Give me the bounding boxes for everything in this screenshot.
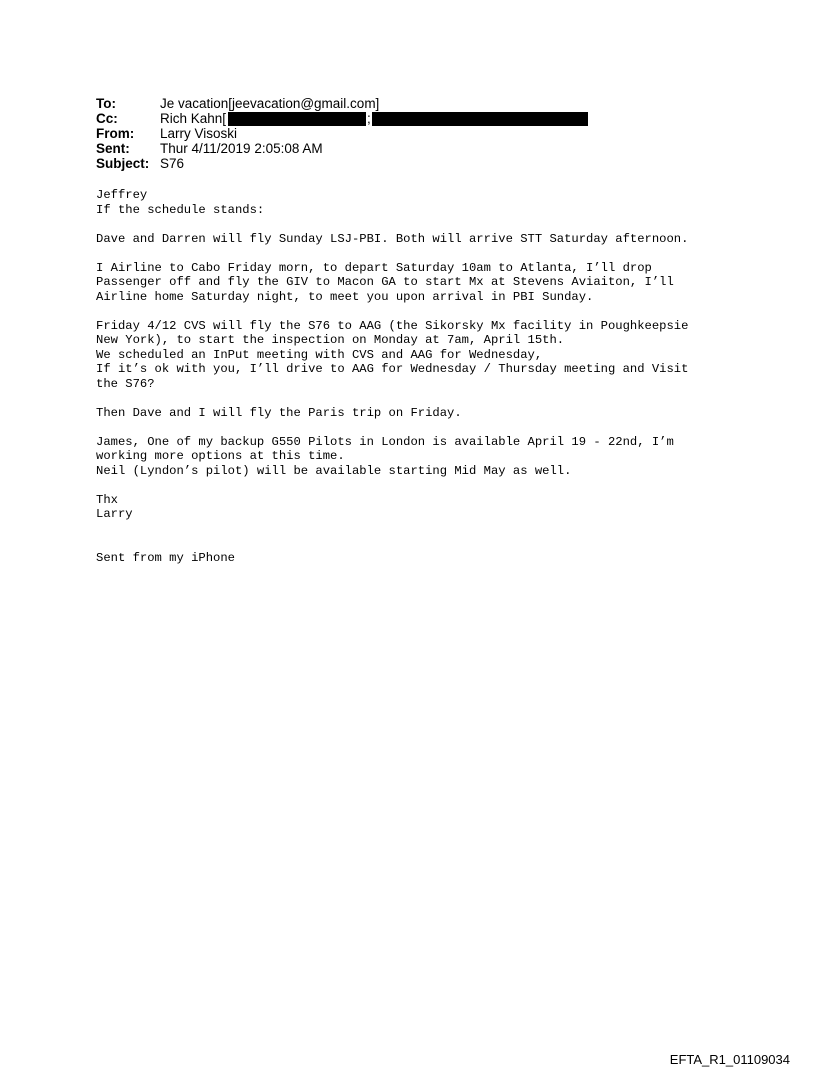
from-row — [96, 126, 588, 141]
to-value: Je vacation[jeevacation@gmail.com] — [160, 96, 380, 111]
subject-row — [96, 156, 588, 171]
document-id: EFTA_R1_01109034 — [669, 1052, 790, 1067]
to-label: To: — [96, 96, 116, 111]
cc-separator: ; — [367, 111, 371, 126]
cc-label: Cc: — [96, 111, 118, 126]
cc-field — [160, 111, 588, 126]
body-paragraph: James, One of my backup G550 Pilots in London is available April 19 - 22nd, I’m working more options at this time. Neil (Lyndon’s pilot) will be available starting Mid May as well. — [96, 434, 674, 478]
signature-line: Sent from my iPhone — [96, 550, 235, 565]
from-label: From: — [96, 126, 135, 141]
sent-row — [96, 141, 588, 156]
sent-value: Thur 4/11/2019 2:05:08 AM — [160, 141, 323, 156]
cc-row — [96, 111, 588, 126]
subject-value: S76 — [160, 156, 185, 171]
spacer — [96, 536, 796, 551]
body-paragraph: Friday 4/12 CVS will fly the S76 to AAG (the Sikorsky Mx facility in Poughkeepsie New York), to start the inspection on Monday at 7am, April 15th. We scheduled an InPut meeting with CVS and AAG for Wednesday, If it’s ok with you, I’ll drive to AAG for Wednesday / Thursday meeting and Visit the S76? — [96, 318, 689, 391]
sent-label: Sent: — [96, 141, 130, 156]
signoff: Thx Larry — [96, 492, 133, 521]
email-body — [96, 188, 796, 580]
cc-value: Rich Kahn[ — [160, 111, 227, 126]
subject-label: Subject: — [96, 156, 150, 171]
body-paragraph: I Airline to Cabo Friday morn, to depart Saturday 10am to Atlanta, I’ll drop Passenger off and fly the GIV to Macon GA to start Mx at Stevens Aviaiton, I’ll Airline home Saturday night, to meet you upon arrival in PBI Sunday. — [96, 260, 674, 304]
redaction-box — [372, 112, 588, 126]
email-header — [96, 96, 588, 171]
greeting-paragraph: Jeffrey If the schedule stands: — [96, 188, 265, 217]
redaction-box — [228, 112, 366, 126]
body-paragraph: Dave and Darren will fly Sunday LSJ-PBI. Both will arrive STT Saturday afternoon. — [96, 231, 689, 246]
body-paragraph: Then Dave and I will fly the Paris trip on Friday. — [96, 405, 462, 420]
from-value: Larry Visoski — [160, 126, 238, 141]
to-row — [96, 96, 588, 111]
